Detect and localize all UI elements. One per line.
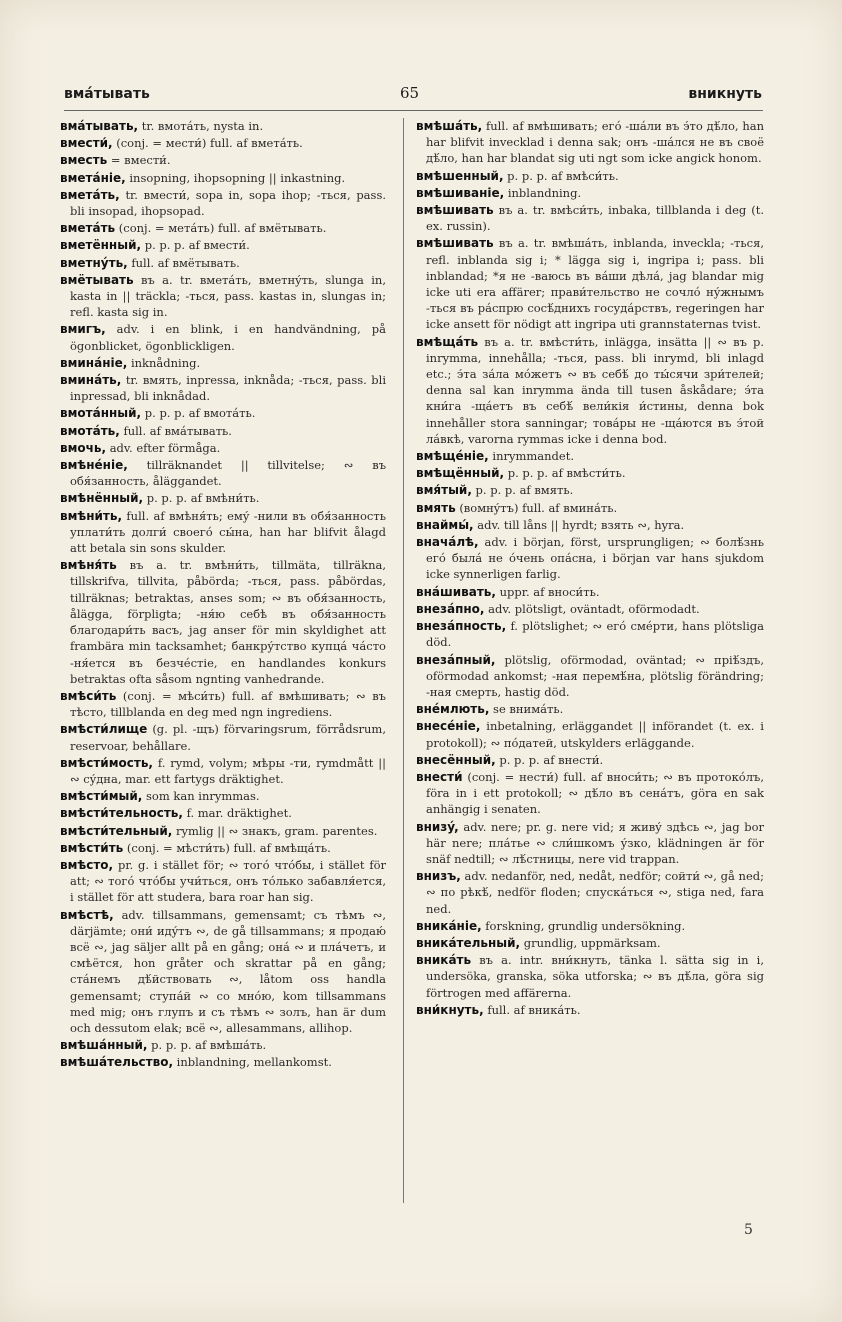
entry-headword: вмотáть,	[60, 423, 120, 438]
entry-definition: p. p. p. af вмять.	[475, 483, 574, 498]
entry-definition: (conj. = мѣси́ть) full. af вмѣшивать; ∾ въ тѣсто, tillblanda en deg med ngn ingrediens.	[70, 688, 386, 720]
entry-definition: adv. tillsammans, gemensamt; съ тѣмъ ∾, därjämte; они́ идýтъ ∾, de gå tillsammans; я продаю́ всё ∾, jag säljer allt på en gång; онá ∾ и плáчетъ, и смѣётся, hon gråter och skrattar på en gång; стáнемъ дѣ́йствовать ∾, låtom oss handla gemensamt; ступáй ∾ со мнóю, kom tillsammans med mig; онъ глупъ и съ тѣмъ ∾ золъ, han är dum och dessutom elak; всё ∾, allesammans, allihop.	[70, 907, 386, 1035]
entry-definition: plötslig, oförmodad, oväntad; ∾ пріѣ́здъ, oförmodad ankomst; -ная перемѣ́на, plötslig förändring; -ная смерть, hastig död.	[426, 652, 764, 699]
entry-definition: full. af вмѣшивать; егó -шáли въ э́то дѣ́ло, han har blifvit invecklad i denna sak; онъ -шáлся не въ своё дѣ́ло, han har blandat sig uti ngt som icke angick honom.	[426, 119, 764, 166]
dictionary-entry	[416, 701, 764, 717]
entry-headword: вмѣсти́мость,	[60, 755, 153, 770]
entry-definition: f. plötslighet; ∾ егó смéрти, hans plötsliga död.	[426, 619, 764, 650]
dictionary-entry	[60, 805, 386, 821]
dictionary-entry	[60, 557, 386, 687]
dictionary-entry	[60, 355, 386, 371]
entry-definition: forskning, grundlig undersökning.	[485, 918, 686, 933]
entry-headword: вни́кнуть,	[416, 1002, 484, 1017]
entry-definition: (conj. = нести́) full. af вноси́ть; ∾ въ протокóлъ, föra in i ett protokoll; ∾ дѣ́ло въ сенáтъ, göra en sak anhängig i senaten.	[426, 769, 764, 817]
dictionary-entry	[416, 202, 764, 234]
entry-definition: (conj. = мести́) full. af вметáть.	[116, 136, 303, 151]
entry-headword: вникáть	[416, 953, 472, 968]
dictionary-entry	[60, 788, 386, 804]
footer-signature-number: 5	[744, 1222, 753, 1238]
entry-definition: въ a. tr. вмѣшáть, inblanda, inveckla; -ться, refl. inblanda sig i; * lägga sig i, ingripa i; pass. bli inblandad; *я не -ваюсь въ вáши дѣлá, jag blandar mig icke uti era affärer; прави́тельство не сочлó нýжнымъ -ться въ рáспрю сосѣ́днихъ госудáрствъ, regeringen har icke ansett för nödigt att ingripa uti grannstaternas tvist.	[426, 236, 764, 332]
entry-headword: вмѣщéніе,	[416, 449, 489, 464]
dictionary-entry	[416, 584, 764, 600]
entry-headword: вмѣшáнный,	[60, 1038, 148, 1053]
dictionary-entry	[60, 321, 386, 353]
entry-headword: вмотáнный,	[60, 406, 142, 421]
right-column	[416, 118, 764, 1210]
entry-headword: вмѣшивать	[416, 236, 494, 251]
entry-headword: внесéніе,	[416, 719, 481, 734]
entry-definition: tr. вмести́, sopa in, sopa ihop; -ться, pass. bli insopad, ihopsopad.	[70, 187, 386, 219]
entry-definition: inblandning, mellankomst.	[176, 1055, 332, 1070]
entry-definition: adv. nedanför, ned, nedåt, nedför; сойти́ ∾, gå ned; ∾ по рѣкѣ́, nedför floden; спускáться ∾, stiga ned, fara ned.	[426, 869, 764, 916]
entry-headword: вметáть,	[60, 187, 120, 202]
entry-headword: вначáлѣ,	[416, 535, 479, 550]
dictionary-entry	[416, 334, 764, 447]
entry-definition: p. p. p. af вмѣсти́ть.	[507, 466, 626, 481]
entry-definition: въ a. tr. вмѣси́ть, inbaka, tillblanda i deg (t. ex. russin).	[426, 203, 764, 234]
entry-headword: внаймы́,	[416, 517, 474, 532]
entry-headword: внáшивать,	[416, 584, 496, 599]
entry-definition: adv. plötsligt, oväntadt, oförmodadt.	[488, 601, 700, 616]
dictionary-entry	[60, 272, 386, 321]
entry-headword: вметённый,	[60, 238, 142, 253]
entry-headword: внести́	[416, 769, 463, 784]
entry-headword: вмѣшиваніе,	[416, 185, 505, 200]
entry-headword: вмѣшáть,	[416, 119, 483, 133]
entry-headword: вмѣщáть	[416, 334, 479, 349]
dictionary-entry	[416, 618, 764, 650]
entry-headword: вмѣнённый,	[60, 491, 144, 506]
header-guide-word-right: вникнуть	[688, 86, 762, 102]
dictionary-entry	[60, 255, 386, 271]
entry-headword: внизý,	[416, 819, 459, 834]
entry-headword: вмѣни́ть,	[60, 508, 123, 523]
entry-headword: вмочь,	[60, 440, 107, 455]
entry-headword: внезáпный,	[416, 652, 496, 667]
dictionary-entry	[416, 752, 764, 768]
column-divider	[403, 118, 404, 1203]
dictionary-entry	[60, 823, 386, 839]
dictionary-entry	[416, 482, 764, 498]
entry-headword: вникáніе,	[416, 918, 482, 933]
dictionary-entry	[416, 534, 764, 583]
entry-headword: внесённый,	[416, 752, 496, 767]
dictionary-entry	[60, 1037, 386, 1053]
header-guide-word-left: вмáтывать	[64, 86, 150, 102]
entry-headword: вмѣсти́лище	[60, 722, 148, 737]
entry-definition: (conj. = метáть) full. af вмётывать.	[118, 221, 327, 236]
entry-definition: grundlig, uppmärksam.	[523, 935, 661, 950]
dictionary-entry	[416, 118, 764, 167]
entry-definition: tr. вмять, inpressa, inknåda; -ться, pass. bli inpressad, bli inknådad.	[70, 373, 386, 404]
dictionary-entry	[416, 1002, 764, 1018]
entry-headword: вмя́тый,	[416, 483, 472, 498]
entry-headword: вмѣсти́тельность,	[60, 806, 183, 821]
dictionary-entry	[416, 769, 764, 818]
dictionary-entry	[60, 490, 386, 506]
entry-headword: вмѣнéніе,	[60, 458, 128, 473]
entry-headword: вмѣсто,	[60, 857, 114, 872]
dictionary-entry	[60, 1054, 386, 1070]
entry-definition: p. p. p. af вмотáть.	[144, 406, 256, 421]
entry-definition: uppr. af вноси́ть.	[499, 584, 600, 599]
dictionary-entry	[416, 500, 764, 516]
entry-definition: въ a. intr. вни́кнуть, tänka l. sätta sig in i, undersöka, granska, söka utforska; ∾ въ дѣ́ла, göra sig förtrogen med affärerna.	[426, 953, 764, 1000]
entry-headword: вмигъ,	[60, 322, 106, 337]
entry-headword: вмѣсти́тельный,	[60, 823, 173, 838]
dictionary-entry	[416, 718, 764, 750]
entry-headword: вмѣси́ть	[60, 688, 117, 703]
entry-definition: adv. i början, först, ursprungligen; ∾ болѣ́знь егó былá не óчень опáсна, i början var hans sjukdom icke synnerligen farlig.	[426, 535, 764, 582]
header-page-number: 65	[400, 84, 420, 102]
entry-definition: inblandning.	[507, 185, 582, 200]
header-rule	[64, 110, 763, 111]
entry-definition: въ a. tr. вмѣсти́ть, inlägga, insätta || ∾ въ p. inrymma, innehålla; -ться, pass. bli inrymd, bli inlagd etc.; э́та зáла мóжетъ ∾ въ себѣ́ до ты́сячи зри́телей; denna sal kan inrymma ända till tusen åskådare; э́та кни́га -щáетъ въ себѣ́ вели́кія и́стины, denna bok innehåller stora sanningar; товáры не -щáются въ э́той лáвкѣ, varorna rymmas icke i denna bod.	[426, 334, 764, 446]
dictionary-entry	[60, 372, 386, 404]
entry-definition: въ a. tr. вмѣни́ть, tillmäta, tillräkna, tillskrifva, tillvita, påbörda; -ться, pass. påbördas, tillräknas; betraktas, anses som; ∾ въ обя́занность, ålägga, förpligta; -ня́ю себѣ въ обя́занность благодари́ть васъ, jag anser för min skyldighet att frambära min tacksamhet; банкрýтство купцá чáсто -ня́ется въ безчéстіе, en handlandes konkurs betraktas ofta såsom ngnting vanhedrande.	[70, 558, 386, 686]
entry-headword: вмáтывать,	[60, 119, 139, 133]
entry-headword: внезáпность,	[416, 619, 507, 634]
dictionary-entry	[60, 187, 386, 219]
entry-definition: full. af вмётывать.	[131, 255, 240, 270]
entry-headword: вникáтельный,	[416, 935, 521, 950]
dictionary-entry	[416, 601, 764, 617]
dictionary-entry	[60, 440, 386, 456]
left-column	[60, 118, 386, 1210]
entry-definition: (conj. = мѣсти́ть) full. af вмѣщáть.	[126, 840, 331, 855]
entry-headword: вметáніе,	[60, 170, 126, 185]
dictionary-entry	[416, 168, 764, 184]
entry-headword: внезáпно,	[416, 601, 485, 616]
entry-definition: pr. g. i stället för; ∾ тогó чтóбы, i stället för att; ∾ тогó чтóбы учи́ться, онъ тóлько забавля́ется, i stället för att studera, bara roar han sig.	[70, 857, 386, 905]
dictionary-entry	[416, 868, 764, 917]
entry-definition: = вмести́.	[110, 153, 171, 168]
entry-headword: вметáть	[60, 221, 116, 236]
entry-headword: вмести́,	[60, 136, 113, 151]
entry-definition: se внимáть.	[493, 702, 564, 717]
entry-definition: adv. till låns || hyrdt; взять ∾, hyra.	[477, 517, 685, 532]
dictionary-entry	[416, 448, 764, 464]
entry-headword: вмѣщённый,	[416, 466, 505, 481]
entry-headword: вминáніе,	[60, 355, 128, 370]
dictionary-entry	[60, 152, 386, 168]
dictionary-entry	[60, 907, 386, 1037]
entry-headword: вмѣстѣ,	[60, 907, 114, 922]
dictionary-entry	[60, 857, 386, 906]
dictionary-entry	[416, 935, 764, 951]
entry-headword: вмѣшáтельство,	[60, 1055, 174, 1070]
entry-definition: f. rymd, volym; мѣры -ти, rymdmått || ∾ сýдна, mar. ett fartygs dräktighet.	[70, 755, 386, 786]
entry-definition: insopning, ihopsopning || inkastning.	[129, 170, 346, 185]
entry-headword: вметнýть,	[60, 255, 128, 270]
entry-definition: full. af вникáть.	[487, 1002, 581, 1017]
dictionary-entry	[416, 819, 764, 868]
dictionary-entry	[416, 185, 764, 201]
dictionary-entry	[60, 721, 386, 753]
entry-definition: inknådning.	[130, 355, 201, 370]
entry-definition: full. af вмáтывать.	[123, 423, 232, 438]
entry-headword: вмѣня́ть	[60, 558, 117, 573]
dictionary-entry	[60, 135, 386, 151]
dictionary-entry	[60, 220, 386, 236]
entry-headword: вмять	[416, 500, 456, 515]
entry-definition: rymlig || ∾ знакъ, gram. parentes.	[175, 823, 378, 838]
entry-definition: (g. pl. -щъ) förvaringsrum, förrådsrum, reservoar, behållare.	[70, 722, 386, 753]
dictionary-entry	[416, 952, 764, 1001]
dictionary-entry	[60, 755, 386, 787]
dictionary-entry	[60, 170, 386, 186]
entry-headword: внéмлють,	[416, 702, 490, 717]
entry-headword: вмѣсти́ть	[60, 840, 124, 855]
dictionary-entry	[416, 235, 764, 332]
entry-definition: p. p. p. af внести́.	[499, 752, 604, 767]
entry-headword: внизъ,	[416, 869, 461, 884]
entry-definition: full. af вмѣня́ть; емý -нили въ обя́занность уплати́ть долги́ своегó сы́на, han har blifvit ålagd att betala sin sons skulder.	[70, 508, 386, 556]
entry-definition: p. p. p. af вмѣси́ть.	[507, 168, 619, 183]
entry-definition: p. p. p. af вмѣшáть.	[151, 1038, 267, 1053]
entry-definition: (вомнýтъ) full. af вминáть.	[459, 500, 618, 515]
entry-definition: f. mar. dräktighet.	[186, 806, 292, 821]
entry-headword: вмѣсти́мый,	[60, 789, 143, 804]
entry-definition: tillräknandet || tillvitelse; ∾ въ обя́занность, åläggandet.	[70, 458, 386, 489]
entry-definition: tr. вмотáть, nysta in.	[141, 119, 264, 133]
entry-headword: вмѣшивать	[416, 203, 494, 218]
dictionary-entry	[60, 688, 386, 720]
entry-headword: вминáть,	[60, 373, 122, 388]
dictionary-entry	[60, 508, 386, 557]
dictionary-entry	[60, 457, 386, 489]
entry-headword: вмётывать	[60, 272, 134, 287]
dictionary-entry	[416, 517, 764, 533]
entry-definition: p. p. p. af вмести́.	[144, 238, 250, 253]
dictionary-entry	[60, 237, 386, 253]
entry-definition: adv. nere; pr. g. nere vid; я живý здѣсь ∾, jag bor här nere; плáтье ∾ сли́шкомъ ýзко, klädningen är för snäf nedtill; ∾ лѣ́стницы, nere vid trappan.	[426, 819, 764, 866]
entry-definition: inbetalning, erläggandet || införandet (t. ex. i protokoll); ∾ пóдатей, utskylders erläggande.	[426, 719, 764, 750]
entry-definition: adv. efter förmåga.	[109, 440, 221, 455]
entry-definition: въ a. tr. вметáть, вметнýть, slunga in, kasta in || träckla; -ться, pass. kastas in, slungas in; refl. kasta sig in.	[70, 272, 386, 320]
entry-definition: p. p. p. af вмѣни́ть.	[146, 491, 260, 506]
entry-headword: вместь	[60, 153, 108, 168]
entry-definition: inrymmandet.	[492, 449, 575, 464]
dictionary-entry	[416, 652, 764, 701]
entry-definition: adv. i en blink, i en handvändning, på ögonblicket, ögonblickligen.	[70, 322, 386, 353]
dictionary-entry	[60, 423, 386, 439]
dictionary-entry	[416, 918, 764, 934]
dictionary-entry	[416, 465, 764, 481]
dictionary-entry	[60, 405, 386, 421]
dictionary-entry	[60, 840, 386, 856]
entry-definition: som kan inrymmas.	[146, 789, 260, 804]
dictionary-entry	[60, 118, 386, 134]
entry-headword: вмѣшенный,	[416, 168, 504, 183]
